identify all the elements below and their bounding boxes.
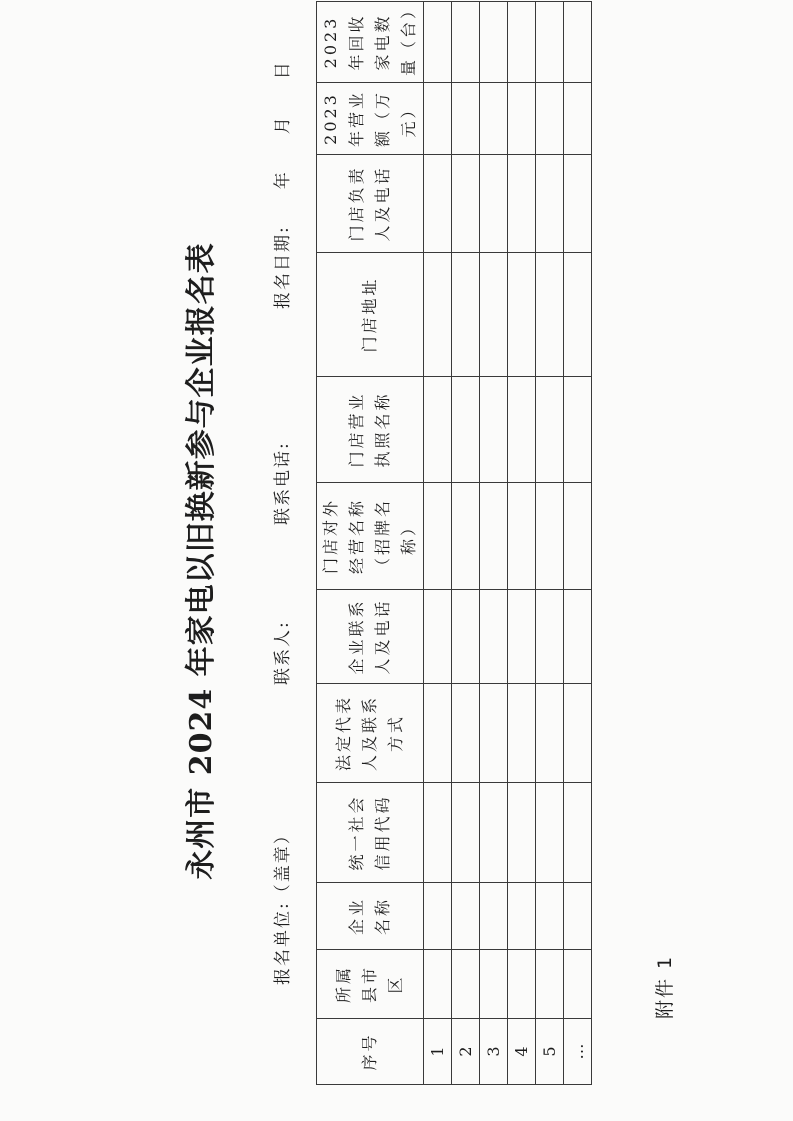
table-cell[interactable] bbox=[424, 684, 452, 783]
table-cell[interactable] bbox=[508, 2, 536, 83]
header-cell: 2023 年回收家电数量（台） bbox=[317, 2, 424, 83]
table-cell[interactable] bbox=[452, 783, 480, 883]
table-cell[interactable] bbox=[536, 155, 564, 253]
table-cell[interactable] bbox=[452, 83, 480, 155]
table-cell[interactable] bbox=[452, 2, 480, 83]
table-cell[interactable] bbox=[536, 483, 564, 590]
day-label: 日 bbox=[273, 60, 293, 80]
table-row bbox=[564, 2, 592, 1085]
header-cell: 门店地址 bbox=[317, 253, 424, 377]
row-number: 5 bbox=[536, 1019, 564, 1085]
table-cell[interactable] bbox=[424, 253, 452, 377]
table-cell[interactable] bbox=[564, 883, 592, 950]
table-cell[interactable] bbox=[452, 684, 480, 783]
table-cell[interactable] bbox=[564, 590, 592, 684]
row-number: 4 bbox=[508, 1019, 536, 1085]
table-cell[interactable] bbox=[536, 83, 564, 155]
table-cell[interactable] bbox=[424, 883, 452, 950]
table-cell[interactable] bbox=[508, 783, 536, 883]
table-cell[interactable] bbox=[536, 2, 564, 83]
header-cell: 门店营业执照名称 bbox=[317, 377, 424, 483]
table-cell[interactable] bbox=[452, 883, 480, 950]
table-cell[interactable] bbox=[480, 483, 508, 590]
table-cell[interactable] bbox=[564, 2, 592, 83]
table-cell[interactable] bbox=[480, 2, 508, 83]
row-number: … bbox=[564, 1019, 592, 1085]
table-row bbox=[536, 2, 564, 1085]
table-cell[interactable] bbox=[424, 155, 452, 253]
table-cell[interactable] bbox=[508, 684, 536, 783]
table-cell[interactable] bbox=[508, 377, 536, 483]
table-cell[interactable] bbox=[480, 377, 508, 483]
table-cell[interactable] bbox=[536, 377, 564, 483]
table-cell[interactable] bbox=[452, 590, 480, 684]
contact-label: 联系人: bbox=[273, 620, 293, 685]
table-cell[interactable] bbox=[508, 883, 536, 950]
table-row bbox=[480, 2, 508, 1085]
year-label: 年 bbox=[273, 170, 293, 190]
table-cell[interactable] bbox=[564, 950, 592, 1019]
table-cell[interactable] bbox=[424, 377, 452, 483]
table-cell[interactable] bbox=[480, 950, 508, 1019]
row-number: 3 bbox=[480, 1019, 508, 1085]
table-cell[interactable] bbox=[536, 684, 564, 783]
row-number: 1 bbox=[424, 1019, 452, 1085]
table-cell[interactable] bbox=[480, 83, 508, 155]
table-cell[interactable] bbox=[564, 483, 592, 590]
header-cell: 门店负责人及电话 bbox=[317, 155, 424, 253]
table-cell[interactable] bbox=[452, 253, 480, 377]
table-cell[interactable] bbox=[508, 155, 536, 253]
table-cell[interactable] bbox=[564, 83, 592, 155]
table-cell[interactable] bbox=[480, 590, 508, 684]
table-cell[interactable] bbox=[452, 950, 480, 1019]
date-label: 报名日期: bbox=[273, 225, 293, 309]
registration-table bbox=[316, 1, 592, 1085]
header-cell: 企业联系人及电话 bbox=[317, 590, 424, 684]
table-cell[interactable] bbox=[452, 377, 480, 483]
table-cell[interactable] bbox=[536, 783, 564, 883]
header-row bbox=[317, 2, 424, 1085]
table-cell[interactable] bbox=[564, 377, 592, 483]
page-title: 永州市 2024 年家电以旧换新参与企业报名表 bbox=[184, 242, 219, 880]
table-cell[interactable] bbox=[452, 155, 480, 253]
table-row bbox=[424, 2, 452, 1085]
header-cell: 企业名称 bbox=[317, 883, 424, 950]
table-cell[interactable] bbox=[452, 483, 480, 590]
header-cell: 统一社会信用代码 bbox=[317, 783, 424, 883]
header-cell: 所属县市区 bbox=[317, 950, 424, 1019]
table-cell[interactable] bbox=[480, 783, 508, 883]
table-cell[interactable] bbox=[480, 883, 508, 950]
table-cell[interactable] bbox=[536, 950, 564, 1019]
table-cell[interactable] bbox=[508, 483, 536, 590]
table-cell[interactable] bbox=[480, 684, 508, 783]
table-cell[interactable] bbox=[564, 155, 592, 253]
table-cell[interactable] bbox=[424, 2, 452, 83]
header-cell: 法定代表人及联系方式 bbox=[317, 684, 424, 783]
table-cell[interactable] bbox=[424, 483, 452, 590]
row-number: 2 bbox=[452, 1019, 480, 1085]
table-cell[interactable] bbox=[536, 590, 564, 684]
table-row bbox=[508, 2, 536, 1085]
month-label: 月 bbox=[273, 115, 293, 135]
table-cell[interactable] bbox=[508, 590, 536, 684]
table-cell[interactable] bbox=[564, 684, 592, 783]
table-row bbox=[452, 2, 480, 1085]
table-cell[interactable] bbox=[424, 83, 452, 155]
phone-label: 联系电话: bbox=[273, 441, 293, 525]
header-cell: 序号 bbox=[317, 1019, 424, 1085]
table-cell[interactable] bbox=[536, 253, 564, 377]
header-cell: 门店对外经营名称（招牌名称） bbox=[317, 483, 424, 590]
table-cell[interactable] bbox=[424, 783, 452, 883]
table-cell[interactable] bbox=[508, 253, 536, 377]
table-cell[interactable] bbox=[508, 83, 536, 155]
table-cell[interactable] bbox=[564, 783, 592, 883]
table-cell[interactable] bbox=[480, 155, 508, 253]
table-cell[interactable] bbox=[536, 883, 564, 950]
date-field bbox=[268, 60, 293, 309]
table-cell[interactable] bbox=[424, 590, 452, 684]
table-cell[interactable] bbox=[424, 950, 452, 1019]
table-cell[interactable] bbox=[508, 950, 536, 1019]
header-cell: 2023 年营业额（万元） bbox=[317, 83, 424, 155]
table-cell[interactable] bbox=[480, 253, 508, 377]
attachment-label: 附件 1 bbox=[654, 954, 676, 1019]
table-cell[interactable] bbox=[564, 253, 592, 377]
unit-label: 报名单位:（盖章） bbox=[273, 825, 293, 985]
